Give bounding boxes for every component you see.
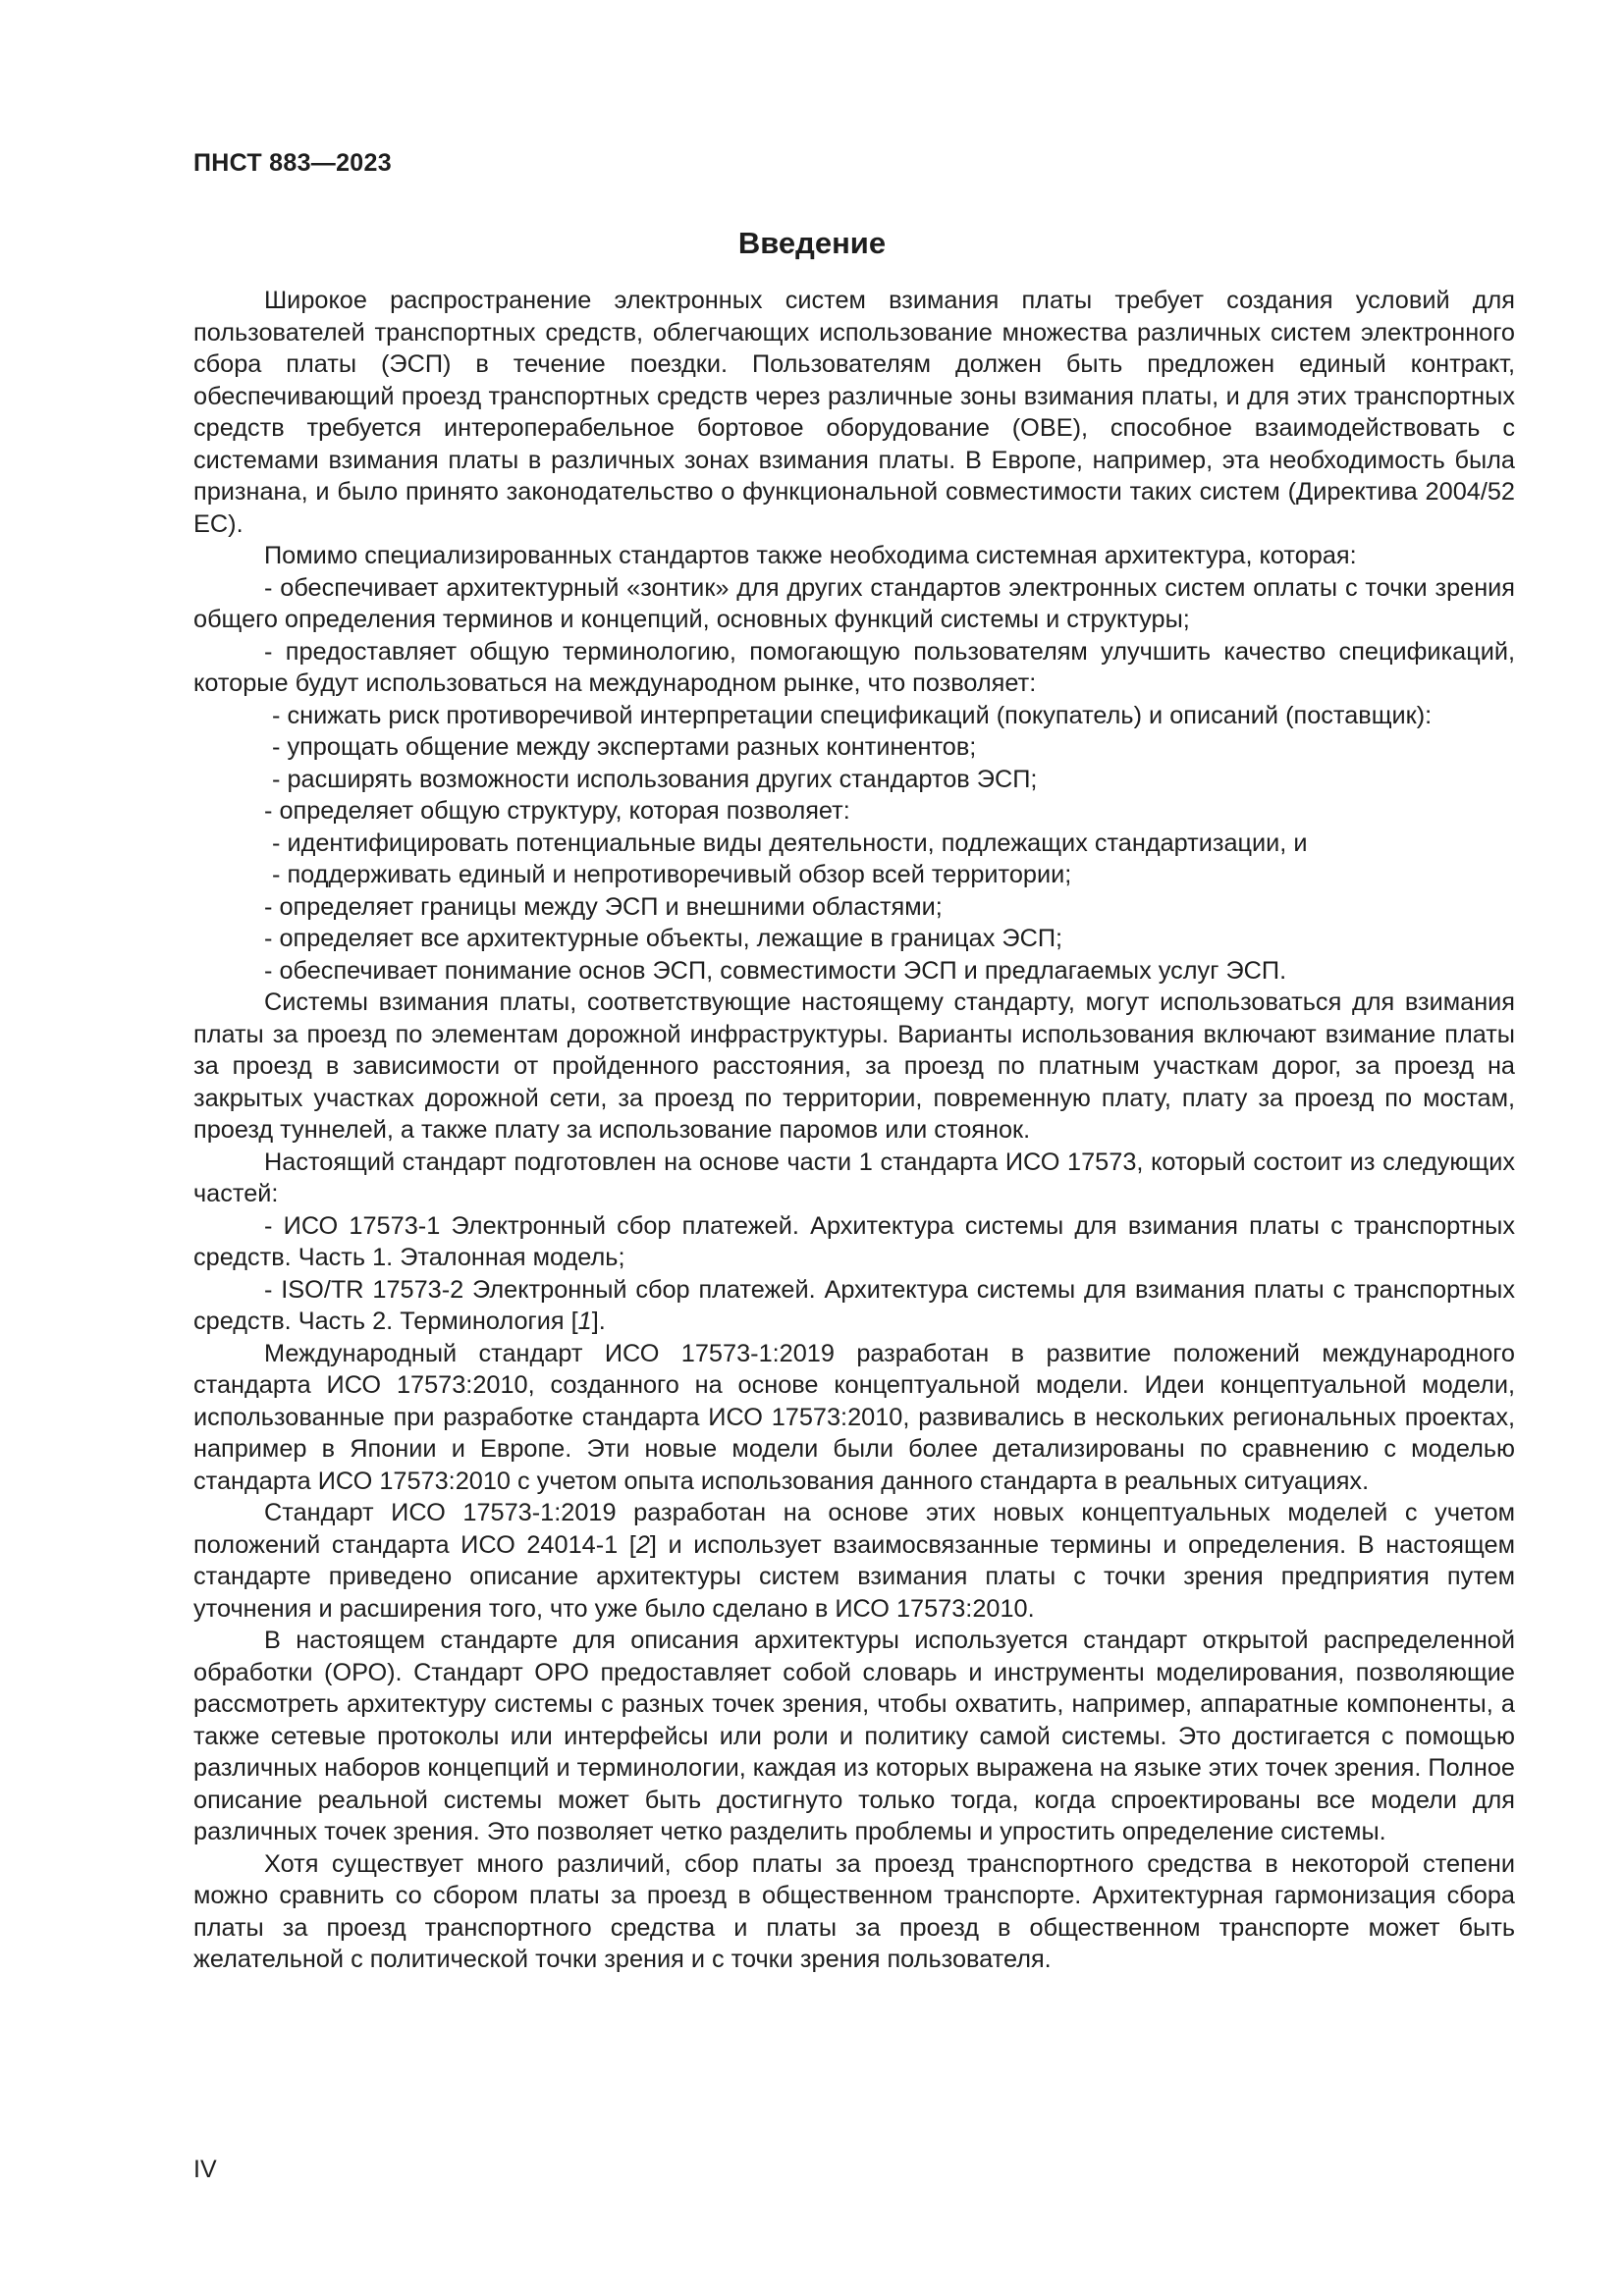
list-item-7: - ИСО 17573-1 Электронный сбор платежей. Архитектура системы для взимания платы с транспортных средств. Часть 1. Эталонная модель; [193, 1210, 1515, 1274]
document-id-header: ПНСТ 883—2023 [193, 149, 392, 177]
paragraph-4: Настоящий стандарт подготовлен на основе части 1 стандарта ИСО 17573, который состоит из следующих частей: [193, 1148, 1515, 1207]
paragraph-7: В настоящем стандарте для описания архитектуры используется стандарт открытой распределенной обработки (ОРО). Стандарт ОРО предоставляет собой словарь и инструменты моделирования, позволяющие рассмотреть архитектуру системы с разных точек зрения, чтобы охватить, например, аппаратные компоненты, а также сетевые протоколы или интерфейсы или роли и политику самой системы. Это достигается с помощью различных наборов концепций и терминологии, каждая из которых выражена на языке этих точек зрения. Полное описание реальной системы может быть достигнуто только тогда, когда спроектированы все модели для различных точек зрения. Это позволяет четко разделить проблемы и упростить определение системы. [193, 1627, 1515, 1845]
body-text [193, 285, 1515, 1976]
paragraph-3: Системы взимания платы, соответствующие настоящему стандарту, могут использоваться для взимания платы за проезд по элементам дорожной инфраструктуры. Варианты использования включают взимание платы за проезд в зависимости от пройденного расстояния, за проезд по платным участкам дорог, за проезд на закрытых участках дорожной сети, за проезд по территории, повременную плату, плату за проезд по мостам, проезд туннелей, а также плату за использование паромов или стоянок. [193, 988, 1515, 1144]
list-item-8 [193, 1274, 1515, 1338]
paragraph-6-part-b: ] и использует взаимосвязанные термины и определения. В настоящем стандарте приведено описание архитектуры систем взимания платы с точки зрения предприятия путем уточнения и расширения того, что уже было сделано в ИСО 17573:2010. [193, 1530, 1515, 1623]
list-item-5: - определяет все архитектурные объекты, лежащие в границах ЭСП; [193, 923, 1515, 955]
paragraph-6-part-a: Стандарт ИСО 17573-1:2019 разработан на основе этих новых концептуальных моделей с учетом положений стандарта ИСО 24014-1 [ [193, 1499, 1515, 1559]
section-title: Введение [737, 226, 887, 260]
sublist-item-2-2: - упрощать общение между экспертами разных континентов; [193, 731, 1515, 764]
paragraph-2: Помимо специализированных стандартов также необходима системная архитектура, которая: [264, 542, 1357, 569]
list-item-6: - обеспечивает понимание основ ЭСП, совместимости ЭСП и предлагаемых услуг ЭСП. [193, 955, 1515, 988]
paragraph-5: Международный стандарт ИСО 17573-1:2019 разработан в развитие положений международного стандарта ИСО 17573:2010, созданного на основе концептуальной модели. Идеи концептуальной модели, использованные при разработке стандарта ИСО 17573:2010, развивались в нескольких региональных проектах, например в Японии и Европе. Эти новые модели были более детализированы по сравнению с моделью стандарта ИСО 17573:2010 с учетом опыта использования данного стандарта в реальных ситуациях. [193, 1339, 1515, 1495]
sublist-item-3-1: - идентифицировать потенциальные виды деятельности, подлежащих стандартизации, и [193, 828, 1515, 860]
sublist-item-2-1: - снижать риск противоречивой интерпретации спецификаций (покупатель) и описаний (поставщик): [193, 700, 1515, 732]
list-item-8-text: ISO/TR 17573-2 Электронный сбор платежей. Архитектура системы для взимания платы с транспортных средств. Часть 2. Терминология [ [193, 1275, 1515, 1335]
bibliography-ref-2[interactable]: 2 [635, 1530, 650, 1559]
page-number: IV [193, 2156, 217, 2183]
list-item-1: - обеспечивает архитектурный «зонтик» для других стандартов электронных систем оплаты с точки зрения общего определения терминов и концепций, основных функций системы и структуры; [193, 572, 1515, 636]
paragraph-1: Широкое распространение электронных систем взимания платы требует создания условий для пользователей транспортных средств, облегчающих использование множества различных систем электронного сбора платы (ЭСП) в течение поездки. Пользователям должен быть предложен единый контракт, обеспечивающий проезд транспортных средств через различные зоны взимания платы, и для этих транспортных средств требуется интероперабельное бортовое оборудование (OBE), способное взаимодействовать с системами взимания платы в различных зонах взимания платы. В Европе, например, эта необходимость была признана, и было принято законодательство о функциональной совместимости таких систем (Директива 2004/52 ЕС). [193, 287, 1515, 538]
list-item-2: - предоставляет общую терминологию, помогающую пользователям улучшить качество спецификаций, которые будут использоваться на международном рынке, что позволяет: [193, 636, 1515, 700]
sublist-item-2-3: - расширять возможности использования других стандартов ЭСП; [193, 764, 1515, 796]
list-item-3: - определяет общую структуру, которая позволяет: [193, 795, 1515, 828]
list-item-8-end: ]. [591, 1308, 606, 1335]
sublist-item-3-2: - поддерживать единый и непротиворечивый обзор всей территории; [193, 859, 1515, 891]
list-item-4: - определяет границы между ЭСП и внешними областями; [193, 891, 1515, 924]
bibliography-ref-1[interactable]: 1 [577, 1308, 592, 1335]
paragraph-8: Хотя существует много различий, сбор платы за проезд транспортного средства в некоторой степени можно сравнить со сбором платы за проезд в общественном транспорте. Архитектурная гармонизация сбора платы за проезд транспортного средства и платы за проезд в общественном транспорте может быть желательной с политической точки зрения и с точки зрения пользователя. [193, 1849, 1515, 1973]
paragraph-6 [193, 1497, 1515, 1625]
